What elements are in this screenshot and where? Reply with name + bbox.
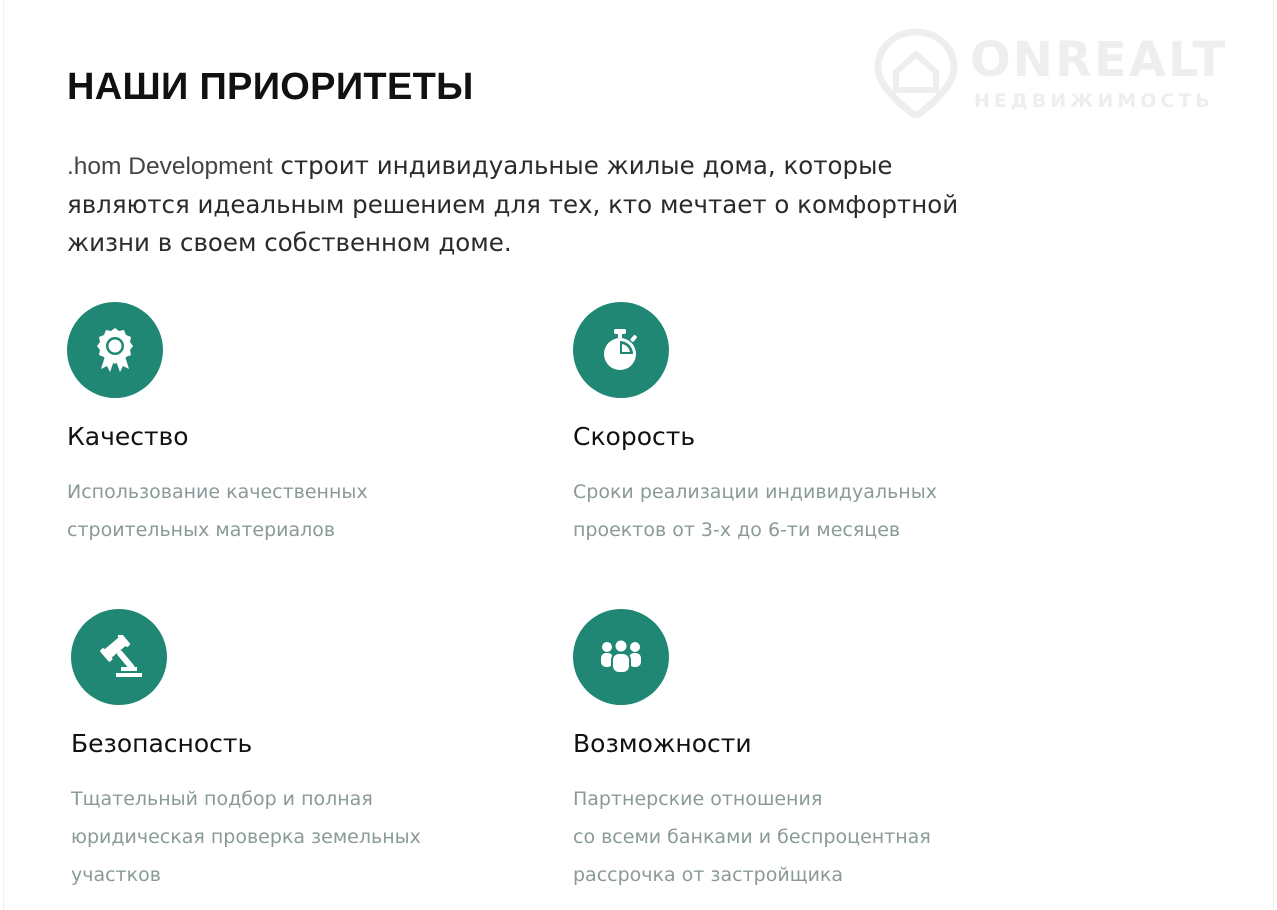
feature-description-line: участков — [71, 864, 161, 886]
page-title: НАШИ ПРИОРИТЕТЫ — [67, 66, 474, 108]
feature-description-line: строительных материалов — [67, 519, 336, 541]
feature-description-line: Тщательный подбор и полная — [71, 788, 373, 810]
house-pin-icon — [874, 28, 958, 118]
feature-description — [71, 780, 511, 894]
feature-title: Качество — [67, 422, 189, 451]
feature-description-line: рассрочка от застройщика — [573, 864, 844, 886]
intro-paragraph — [67, 147, 1007, 262]
watermark-subtitle: НЕДВИЖИМОСТЬ — [974, 90, 1214, 112]
gavel-icon — [94, 635, 144, 679]
feature-description-line: Использование качественных — [67, 481, 368, 503]
feature-title: Безопасность — [71, 729, 253, 758]
feature-title: Скорость — [573, 422, 696, 451]
feature-title: Возможности — [573, 729, 752, 758]
watermark-brand: ONREALT — [970, 32, 1228, 88]
onrealt-watermark — [872, 24, 1244, 116]
feature-icon-circle — [573, 302, 669, 398]
feature-description — [67, 473, 507, 549]
feature-icon-circle — [71, 609, 167, 705]
feature-description — [573, 473, 1013, 549]
feature-description-line: проектов от 3-х до 6-ти месяцев — [573, 519, 901, 541]
feature-description-line: со всеми банками и беспроцентная — [573, 826, 931, 848]
feature-description-line: юридическая проверка земельных — [71, 826, 421, 848]
intro-brand: .hom Development — [67, 153, 273, 180]
feature-icon-circle — [67, 302, 163, 398]
feature-description-line: Сроки реализации индивидуальных — [573, 481, 937, 503]
users-group-icon — [598, 637, 644, 677]
stopwatch-icon — [599, 327, 643, 373]
intro-text: строит индивидуальные жилые дома, которые являются идеальным решением для тех, кто мечтает о комфортной жизни в своем собственном доме. — [67, 151, 959, 257]
feature-icon-circle — [573, 609, 669, 705]
award-ribbon-icon — [95, 327, 135, 373]
feature-description-line: Партнерские отношения — [573, 788, 823, 810]
feature-description — [573, 780, 1013, 894]
page-frame — [3, 0, 1274, 910]
